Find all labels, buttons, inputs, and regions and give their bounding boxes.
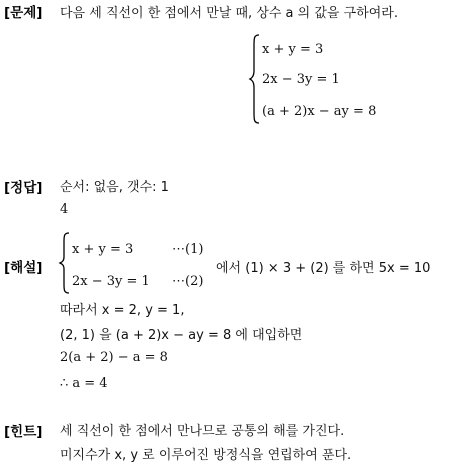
solution-line-1: 따라서 x = 2, y = 1,	[60, 303, 185, 318]
answer-value: 4	[60, 202, 69, 217]
problem-system-brace	[250, 34, 260, 124]
answer-text: 순서: 없음, 갯수: 1	[60, 180, 169, 195]
solution-system-after: 에서 (1) × 3 + (2) 를 하면 5x = 10	[216, 261, 431, 276]
problem-label: [문제]	[4, 5, 43, 21]
answer-label: [정답]	[4, 180, 43, 196]
solution-eq-2: 2x − 3y = 1	[72, 274, 150, 289]
solution-line-3: 2(a + 2) − a = 8	[60, 350, 168, 365]
problem-text: 다음 세 직선이 한 점에서 만날 때, 상수 a 의 값을 구하여라.	[60, 6, 398, 21]
solution-eq-1-tag: ⋯(1)	[172, 242, 204, 257]
hint-label: [힌트]	[4, 424, 43, 440]
solution-system-brace	[60, 232, 70, 294]
problem-eq-2: 2x − 3y = 1	[262, 72, 340, 87]
solution-line-4: ∴ a = 4	[60, 376, 108, 391]
solution-eq-1: x + y = 3	[72, 242, 134, 257]
solution-label: [해설]	[4, 260, 43, 276]
problem-eq-1: x + y = 3	[262, 42, 324, 57]
hint-line-1: 세 직선이 한 점에서 만나므로 공통의 해를 가진다.	[60, 424, 345, 439]
problem-eq-3: (a + 2)x − ay = 8	[262, 104, 377, 119]
solution-eq-2-tag: ⋯(2)	[172, 274, 204, 289]
solution-line-2: (2, 1) 을 (a + 2)x − ay = 8 에 대입하면	[60, 328, 303, 343]
hint-line-2: 미지수가 x, y 로 이루어진 방정식을 연립하여 푼다.	[60, 448, 352, 463]
